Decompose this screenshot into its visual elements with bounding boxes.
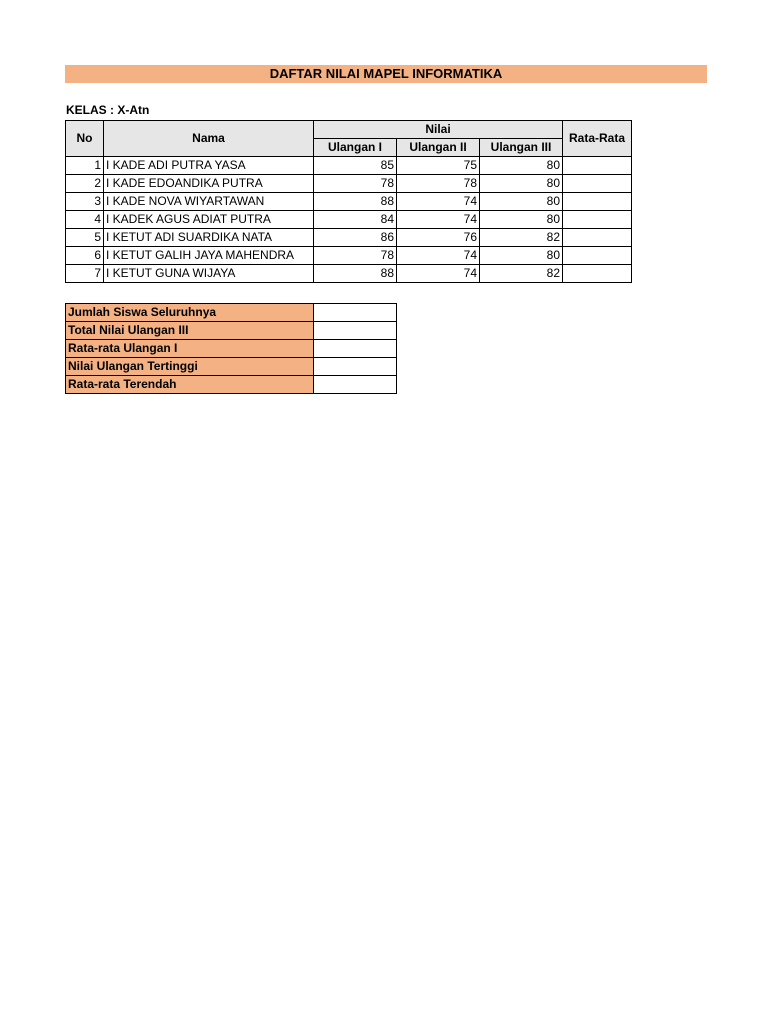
cell-nama[interactable]: I KETUT GALIH JAYA MAHENDRA	[104, 247, 314, 265]
header-ulangan-2[interactable]: Ulangan II	[397, 139, 480, 157]
summary-row	[66, 358, 397, 376]
summary-value-nilai-tertinggi[interactable]	[314, 358, 397, 376]
summary-label-rata-ulangan-1[interactable]: Rata-rata Ulangan I	[66, 340, 314, 358]
cell-nama[interactable]: I KADE NOVA WIYARTAWAN	[104, 193, 314, 211]
table-row	[66, 247, 632, 265]
cell-ulangan-2[interactable]: 74	[397, 265, 480, 283]
cell-nama[interactable]: I KETUT GUNA WIJAYA	[104, 265, 314, 283]
header-nama[interactable]: Nama	[104, 121, 314, 157]
summary-value-total-nilai[interactable]	[314, 322, 397, 340]
cell-ulangan-1[interactable]: 78	[314, 175, 397, 193]
cell-ulangan-1[interactable]: 86	[314, 229, 397, 247]
cell-rata-rata[interactable]	[563, 247, 632, 265]
table-row	[66, 175, 632, 193]
summary-row	[66, 340, 397, 358]
cell-ulangan-2[interactable]: 74	[397, 211, 480, 229]
summary-value-rata-terendah[interactable]	[314, 376, 397, 394]
header-ulangan-1[interactable]: Ulangan I	[314, 139, 397, 157]
summary-row	[66, 322, 397, 340]
cell-rata-rata[interactable]	[563, 265, 632, 283]
cell-ulangan-1[interactable]: 85	[314, 157, 397, 175]
cell-no[interactable]: 7	[66, 265, 104, 283]
cell-no[interactable]: 3	[66, 193, 104, 211]
cell-no[interactable]: 1	[66, 157, 104, 175]
table-row	[66, 157, 632, 175]
cell-nama[interactable]: I KETUT ADI SUARDIKA NATA	[104, 229, 314, 247]
summary-value-rata-ulangan-1[interactable]	[314, 340, 397, 358]
header-ulangan-3[interactable]: Ulangan III	[480, 139, 563, 157]
cell-ulangan-2[interactable]: 74	[397, 247, 480, 265]
header-row-1	[66, 121, 632, 139]
table-row	[66, 211, 632, 229]
cell-ulangan-1[interactable]: 78	[314, 247, 397, 265]
sheet-title: DAFTAR NILAI MAPEL INFORMATIKA	[65, 65, 707, 83]
summary-row	[66, 304, 397, 322]
summary-value-jumlah-siswa[interactable]	[314, 304, 397, 322]
summary-label-jumlah-siswa[interactable]: Jumlah Siswa Seluruhnya	[66, 304, 314, 322]
cell-ulangan-3[interactable]: 80	[480, 157, 563, 175]
table-row	[66, 193, 632, 211]
summary-table	[65, 303, 397, 394]
cell-ulangan-3[interactable]: 80	[480, 175, 563, 193]
summary-label-nilai-tertinggi[interactable]: Nilai Ulangan Tertinggi	[66, 358, 314, 376]
cell-rata-rata[interactable]	[563, 157, 632, 175]
cell-ulangan-3[interactable]: 82	[480, 265, 563, 283]
cell-ulangan-3[interactable]: 80	[480, 211, 563, 229]
cell-nama[interactable]: I KADEK AGUS ADIAT PUTRA	[104, 211, 314, 229]
table-row	[66, 265, 632, 283]
header-nilai[interactable]: Nilai	[314, 121, 563, 139]
cell-ulangan-2[interactable]: 75	[397, 157, 480, 175]
cell-no[interactable]: 5	[66, 229, 104, 247]
cell-ulangan-2[interactable]: 74	[397, 193, 480, 211]
cell-ulangan-1[interactable]: 88	[314, 193, 397, 211]
table-row	[66, 229, 632, 247]
cell-ulangan-2[interactable]: 78	[397, 175, 480, 193]
cell-ulangan-3[interactable]: 80	[480, 193, 563, 211]
cell-ulangan-1[interactable]: 88	[314, 265, 397, 283]
cell-ulangan-3[interactable]: 80	[480, 247, 563, 265]
class-label: KELAS : X-Atn	[66, 103, 150, 117]
header-rata-rata[interactable]: Rata-Rata	[563, 121, 632, 157]
cell-rata-rata[interactable]	[563, 229, 632, 247]
cell-nama[interactable]: I KADE EDOANDIKA PUTRA	[104, 175, 314, 193]
cell-rata-rata[interactable]	[563, 175, 632, 193]
cell-ulangan-1[interactable]: 84	[314, 211, 397, 229]
cell-ulangan-2[interactable]: 76	[397, 229, 480, 247]
cell-no[interactable]: 2	[66, 175, 104, 193]
cell-nama[interactable]: I KADE ADI PUTRA YASA	[104, 157, 314, 175]
cell-no[interactable]: 4	[66, 211, 104, 229]
summary-label-rata-terendah[interactable]: Rata-rata Terendah	[66, 376, 314, 394]
cell-ulangan-3[interactable]: 82	[480, 229, 563, 247]
cell-no[interactable]: 6	[66, 247, 104, 265]
summary-label-total-nilai[interactable]: Total Nilai Ulangan III	[66, 322, 314, 340]
cell-rata-rata[interactable]	[563, 211, 632, 229]
cell-rata-rata[interactable]	[563, 193, 632, 211]
header-no[interactable]: No	[66, 121, 104, 157]
summary-row	[66, 376, 397, 394]
grades-table	[65, 120, 632, 283]
